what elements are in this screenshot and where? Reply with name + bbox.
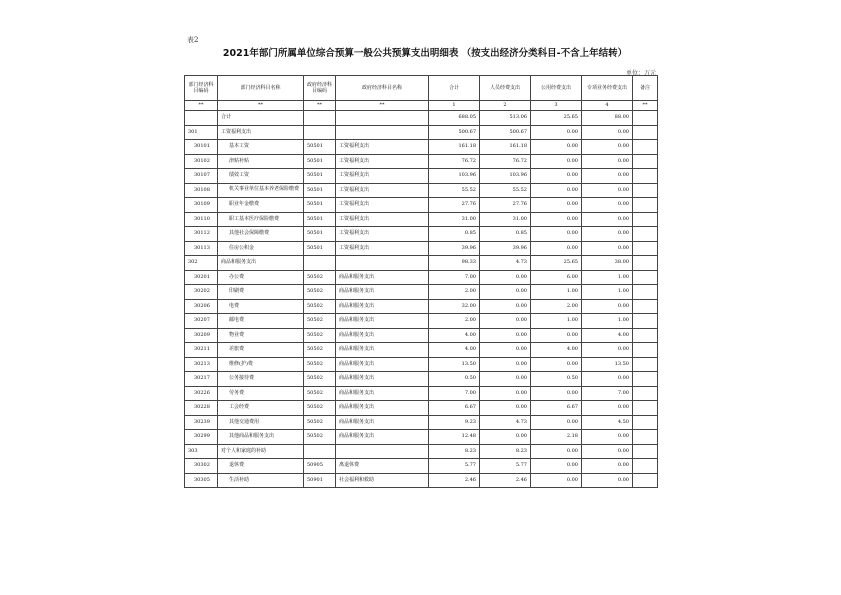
personnel-cell: 2.46 [480, 473, 531, 488]
personnel-cell: 0.00 [480, 372, 531, 387]
note-cell [633, 183, 658, 198]
table-row [185, 227, 658, 242]
gov-name-cell: 商品和服务支出 [336, 270, 429, 285]
personnel-cell: 0.00 [480, 270, 531, 285]
note-cell [633, 473, 658, 488]
personnel-cell: 0.00 [480, 285, 531, 300]
dept-code-cell [185, 111, 218, 126]
special-cell: 0.00 [582, 299, 633, 314]
table-row [185, 401, 658, 416]
personnel-cell: 0.00 [480, 328, 531, 343]
document-title: 2021年部门所属单位综合预算一般公共预算支出明细表 （按支出经济分类科目-不含上年结转） [222, 48, 628, 59]
special-cell: 0.00 [582, 444, 633, 459]
table-number: 表2 [187, 36, 199, 44]
dept-code-cell: 30207 [185, 314, 218, 329]
dept-code-cell: 30110 [185, 212, 218, 227]
total-cell: 0.50 [429, 372, 480, 387]
dept-name-cell: 职工基本医疗保险缴费 [218, 212, 304, 227]
gov-name-cell: 商品和服务支出 [336, 415, 429, 430]
gov-code-cell: 50501 [304, 212, 336, 227]
total-cell: 32.00 [429, 299, 480, 314]
personnel-cell: 0.00 [480, 299, 531, 314]
index-cell: ** [185, 101, 218, 111]
column-header: 政府经济科目编码 [304, 76, 336, 101]
column-header: 部门经济科目编码 [185, 76, 218, 101]
total-cell: 4.00 [429, 328, 480, 343]
special-cell: 0.00 [582, 140, 633, 155]
table-row [185, 270, 658, 285]
special-cell: 0.00 [582, 198, 633, 213]
public-cell: 0.00 [531, 328, 582, 343]
special-cell: 13.50 [582, 357, 633, 372]
total-cell: 2.00 [429, 285, 480, 300]
public-cell: 25.65 [531, 256, 582, 271]
column-header: 人员经费支出 [480, 76, 531, 101]
dept-name-cell: 其他社会保障缴费 [218, 227, 304, 242]
gov-name-cell: 商品和服务支出 [336, 386, 429, 401]
public-cell: 0.00 [531, 183, 582, 198]
dept-name-cell: 工会经费 [218, 401, 304, 416]
table-row [185, 212, 658, 227]
column-header: 部门经济科目名称 [218, 76, 304, 101]
personnel-cell: 76.72 [480, 154, 531, 169]
column-header: 备注 [633, 76, 658, 101]
gov-name-cell: 商品和服务支出 [336, 343, 429, 358]
personnel-cell: 31.00 [480, 212, 531, 227]
dept-name-cell: 物业费 [218, 328, 304, 343]
dept-code-cell: 30101 [185, 140, 218, 155]
gov-code-cell: 50905 [304, 459, 336, 474]
personnel-cell: 0.85 [480, 227, 531, 242]
note-cell [633, 415, 658, 430]
gov-code-cell: 50502 [304, 372, 336, 387]
table-row [185, 372, 658, 387]
special-cell: 0.00 [582, 241, 633, 256]
public-cell: 2.18 [531, 430, 582, 445]
special-cell: 0.00 [582, 343, 633, 358]
note-cell [633, 459, 658, 474]
table-row [185, 198, 658, 213]
note-cell [633, 198, 658, 213]
special-cell: 88.00 [582, 111, 633, 126]
public-cell: 0.00 [531, 357, 582, 372]
special-cell: 0.00 [582, 430, 633, 445]
table-body [185, 101, 658, 488]
special-cell: 0.00 [582, 183, 633, 198]
dept-code-cell: 30213 [185, 357, 218, 372]
dept-code-cell: 30217 [185, 372, 218, 387]
note-cell [633, 343, 658, 358]
note-cell [633, 299, 658, 314]
index-cell: 3 [531, 101, 582, 111]
column-header: 公用经费支出 [531, 76, 582, 101]
note-cell [633, 314, 658, 329]
personnel-cell: 0.00 [480, 430, 531, 445]
note-cell [633, 328, 658, 343]
public-cell: 0.00 [531, 125, 582, 140]
total-cell: 0.85 [429, 227, 480, 242]
gov-name-cell: 商品和服务支出 [336, 401, 429, 416]
dept-name-cell: 机关事业单位基本养老保险缴费 [218, 183, 304, 198]
index-cell: 4 [582, 101, 633, 111]
special-cell: 0.00 [582, 401, 633, 416]
public-cell: 0.00 [531, 444, 582, 459]
personnel-cell: 513.06 [480, 111, 531, 126]
gov-code-cell: 50502 [304, 357, 336, 372]
gov-code-cell: 50502 [304, 285, 336, 300]
gov-name-cell [336, 125, 429, 140]
table-row [185, 154, 658, 169]
dept-name-cell: 对个人和家庭的补助 [218, 444, 304, 459]
total-cell: 76.72 [429, 154, 480, 169]
table-row [185, 328, 658, 343]
special-cell: 4.50 [582, 415, 633, 430]
special-cell: 0.00 [582, 154, 633, 169]
gov-name-cell: 离退休费 [336, 459, 429, 474]
gov-name-cell: 工资福利支出 [336, 198, 429, 213]
personnel-cell: 4.73 [480, 415, 531, 430]
table-row [185, 459, 658, 474]
table-row [185, 386, 658, 401]
note-cell [633, 372, 658, 387]
personnel-cell: 5.77 [480, 459, 531, 474]
dept-code-cell: 30112 [185, 227, 218, 242]
total-cell: 2.00 [429, 314, 480, 329]
dept-code-cell: 30299 [185, 430, 218, 445]
dept-name-cell: 公务接待费 [218, 372, 304, 387]
public-cell: 4.00 [531, 343, 582, 358]
gov-name-cell: 工资福利支出 [336, 169, 429, 184]
dept-code-cell: 30302 [185, 459, 218, 474]
personnel-cell: 0.00 [480, 401, 531, 416]
total-cell: 27.76 [429, 198, 480, 213]
note-cell [633, 241, 658, 256]
public-cell: 1.00 [531, 285, 582, 300]
gov-code-cell: 50502 [304, 401, 336, 416]
table-row [185, 415, 658, 430]
gov-code-cell [304, 444, 336, 459]
dept-code-cell: 302 [185, 256, 218, 271]
gov-code-cell: 50501 [304, 140, 336, 155]
dept-name-cell: 其他交通费用 [218, 415, 304, 430]
personnel-cell: 161.18 [480, 140, 531, 155]
gov-code-cell: 50501 [304, 227, 336, 242]
dept-name-cell: 电费 [218, 299, 304, 314]
gov-code-cell [304, 111, 336, 126]
special-cell: 0.00 [582, 459, 633, 474]
personnel-cell: 103.96 [480, 169, 531, 184]
dept-name-cell: 工资福利支出 [218, 125, 304, 140]
table-row [185, 169, 658, 184]
table-row [185, 343, 658, 358]
note-cell [633, 285, 658, 300]
dept-code-cell: 30239 [185, 415, 218, 430]
index-cell: ** [218, 101, 304, 111]
personnel-cell: 55.52 [480, 183, 531, 198]
dept-name-cell: 生活补助 [218, 473, 304, 488]
total-cell: 12.48 [429, 430, 480, 445]
table-row [185, 256, 658, 271]
dept-name-cell: 差旅费 [218, 343, 304, 358]
dept-code-cell: 30206 [185, 299, 218, 314]
dept-code-cell: 30108 [185, 183, 218, 198]
special-cell: 7.00 [582, 386, 633, 401]
personnel-cell: 39.96 [480, 241, 531, 256]
dept-code-cell: 30107 [185, 169, 218, 184]
total-cell: 161.18 [429, 140, 480, 155]
index-row [185, 101, 658, 111]
gov-code-cell [304, 256, 336, 271]
dept-code-cell: 30211 [185, 343, 218, 358]
gov-name-cell [336, 111, 429, 126]
public-cell: 1.00 [531, 314, 582, 329]
public-cell: 0.00 [531, 140, 582, 155]
public-cell: 0.00 [531, 227, 582, 242]
total-cell: 8.23 [429, 444, 480, 459]
gov-code-cell: 50502 [304, 430, 336, 445]
dept-name-cell: 其他商品和服务支出 [218, 430, 304, 445]
dept-code-cell: 301 [185, 125, 218, 140]
gov-code-cell: 50502 [304, 314, 336, 329]
public-cell: 6.67 [531, 401, 582, 416]
index-cell: ** [336, 101, 429, 111]
dept-name-cell: 职业年金缴费 [218, 198, 304, 213]
public-cell: 0.00 [531, 473, 582, 488]
public-cell: 0.00 [531, 198, 582, 213]
gov-name-cell [336, 444, 429, 459]
expenditure-table [184, 75, 658, 488]
total-cell: 7.00 [429, 386, 480, 401]
dept-name-cell: 住房公积金 [218, 241, 304, 256]
gov-name-cell: 工资福利支出 [336, 140, 429, 155]
total-cell: 4.00 [429, 343, 480, 358]
public-cell: 0.00 [531, 241, 582, 256]
gov-name-cell: 社会福利和救助 [336, 473, 429, 488]
note-cell [633, 444, 658, 459]
column-header: 专项业务经费支出 [582, 76, 633, 101]
table-row [185, 314, 658, 329]
personnel-cell: 0.00 [480, 343, 531, 358]
total-cell: 9.23 [429, 415, 480, 430]
unit-label: 单位：万元 [626, 70, 657, 77]
table-row [185, 444, 658, 459]
dept-name-cell: 津贴补贴 [218, 154, 304, 169]
table-row [185, 111, 658, 126]
personnel-cell: 0.00 [480, 386, 531, 401]
special-cell: 1.00 [582, 285, 633, 300]
special-cell: 0.00 [582, 125, 633, 140]
gov-name-cell: 商品和服务支出 [336, 314, 429, 329]
dept-name-cell: 维修(护)费 [218, 357, 304, 372]
personnel-cell: 0.00 [480, 314, 531, 329]
dept-code-cell: 30305 [185, 473, 218, 488]
gov-code-cell: 50501 [304, 198, 336, 213]
note-cell [633, 169, 658, 184]
table-row [185, 183, 658, 198]
total-cell: 31.00 [429, 212, 480, 227]
dept-name-cell: 商品和服务支出 [218, 256, 304, 271]
public-cell: 0.00 [531, 169, 582, 184]
gov-code-cell: 50901 [304, 473, 336, 488]
personnel-cell: 500.67 [480, 125, 531, 140]
total-cell: 688.05 [429, 111, 480, 126]
special-cell: 1.00 [582, 270, 633, 285]
dept-code-cell: 30109 [185, 198, 218, 213]
table-header [185, 76, 658, 101]
note-cell [633, 256, 658, 271]
dept-name-cell: 印刷费 [218, 285, 304, 300]
gov-code-cell: 50501 [304, 241, 336, 256]
special-cell: 1.00 [582, 314, 633, 329]
dept-name-cell: 绩效工资 [218, 169, 304, 184]
index-cell: 2 [480, 101, 531, 111]
gov-name-cell: 商品和服务支出 [336, 299, 429, 314]
index-cell: ** [633, 101, 658, 111]
special-cell: 0.00 [582, 473, 633, 488]
gov-name-cell: 工资福利支出 [336, 241, 429, 256]
note-cell [633, 154, 658, 169]
gov-name-cell: 商品和服务支出 [336, 328, 429, 343]
public-cell: 6.00 [531, 270, 582, 285]
note-cell [633, 212, 658, 227]
dept-code-cell: 30102 [185, 154, 218, 169]
total-cell: 2.46 [429, 473, 480, 488]
public-cell: 0.00 [531, 415, 582, 430]
dept-code-cell: 30228 [185, 401, 218, 416]
note-cell [633, 140, 658, 155]
index-cell: 1 [429, 101, 480, 111]
gov-code-cell: 50501 [304, 154, 336, 169]
gov-code-cell: 50502 [304, 299, 336, 314]
table-row [185, 299, 658, 314]
table-row [185, 125, 658, 140]
dept-code-cell: 303 [185, 444, 218, 459]
special-cell: 4.00 [582, 328, 633, 343]
dept-name-cell: 合计 [218, 111, 304, 126]
note-cell [633, 401, 658, 416]
gov-code-cell: 50501 [304, 183, 336, 198]
note-cell [633, 227, 658, 242]
dept-name-cell: 办公费 [218, 270, 304, 285]
gov-name-cell [336, 256, 429, 271]
gov-code-cell: 50502 [304, 270, 336, 285]
public-cell: 0.00 [531, 459, 582, 474]
public-cell: 25.65 [531, 111, 582, 126]
public-cell: 0.00 [531, 386, 582, 401]
gov-name-cell: 商品和服务支出 [336, 430, 429, 445]
public-cell: 0.00 [531, 154, 582, 169]
gov-code-cell: 50501 [304, 169, 336, 184]
gov-name-cell: 商品和服务支出 [336, 285, 429, 300]
table-row [185, 430, 658, 445]
special-cell: 38.00 [582, 256, 633, 271]
dept-name-cell: 退休费 [218, 459, 304, 474]
gov-name-cell: 商品和服务支出 [336, 372, 429, 387]
personnel-cell: 27.76 [480, 198, 531, 213]
public-cell: 0.00 [531, 212, 582, 227]
total-cell: 7.00 [429, 270, 480, 285]
column-header: 政府经济科目名称 [336, 76, 429, 101]
total-cell: 55.52 [429, 183, 480, 198]
table-row [185, 140, 658, 155]
gov-code-cell: 50502 [304, 343, 336, 358]
gov-code-cell: 50502 [304, 415, 336, 430]
dept-name-cell: 邮电费 [218, 314, 304, 329]
dept-code-cell: 30113 [185, 241, 218, 256]
personnel-cell: 0.00 [480, 357, 531, 372]
index-cell: ** [304, 101, 336, 111]
gov-name-cell: 工资福利支出 [336, 154, 429, 169]
total-cell: 103.96 [429, 169, 480, 184]
note-cell [633, 386, 658, 401]
dept-code-cell: 30201 [185, 270, 218, 285]
gov-code-cell: 50502 [304, 386, 336, 401]
header-row [185, 76, 658, 101]
special-cell: 0.00 [582, 227, 633, 242]
dept-name-cell: 劳务费 [218, 386, 304, 401]
total-cell: 13.50 [429, 357, 480, 372]
special-cell: 0.00 [582, 372, 633, 387]
table-row [185, 285, 658, 300]
note-cell [633, 111, 658, 126]
gov-name-cell: 商品和服务支出 [336, 357, 429, 372]
personnel-cell: 8.23 [480, 444, 531, 459]
column-header: 合计 [429, 76, 480, 101]
note-cell [633, 270, 658, 285]
table-row [185, 357, 658, 372]
total-cell: 39.96 [429, 241, 480, 256]
public-cell: 2.00 [531, 299, 582, 314]
note-cell [633, 357, 658, 372]
special-cell: 0.00 [582, 169, 633, 184]
total-cell: 500.67 [429, 125, 480, 140]
total-cell: 5.77 [429, 459, 480, 474]
personnel-cell: 4.73 [480, 256, 531, 271]
gov-code-cell [304, 125, 336, 140]
total-cell: 6.67 [429, 401, 480, 416]
note-cell [633, 125, 658, 140]
table-row [185, 473, 658, 488]
dept-code-cell: 30209 [185, 328, 218, 343]
total-cell: 98.33 [429, 256, 480, 271]
dept-name-cell: 基本工资 [218, 140, 304, 155]
special-cell: 0.00 [582, 212, 633, 227]
gov-code-cell: 50502 [304, 328, 336, 343]
gov-name-cell: 工资福利支出 [336, 183, 429, 198]
table-row [185, 241, 658, 256]
gov-name-cell: 工资福利支出 [336, 212, 429, 227]
note-cell [633, 430, 658, 445]
dept-code-cell: 30226 [185, 386, 218, 401]
dept-code-cell: 30202 [185, 285, 218, 300]
gov-name-cell: 工资福利支出 [336, 227, 429, 242]
public-cell: 0.50 [531, 372, 582, 387]
